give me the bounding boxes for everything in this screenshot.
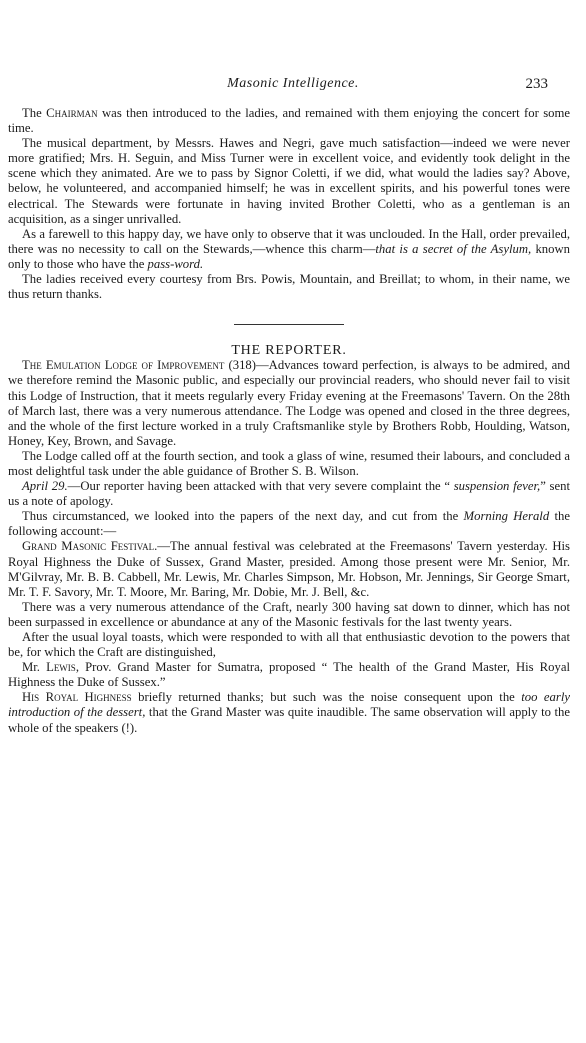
- paragraph-loyal-toasts: After the usual loyal toasts, which were responded to with all that enthusiastic devotion to the powers that be, for which the Craft are distinguished,: [8, 630, 570, 660]
- paragraph-ladies: The ladies received every courtesy from Brs. Powis, Mountain, and Breillat; to whom, in their name, we thus return thanks.: [8, 272, 570, 302]
- italic-run: Morning Herald: [463, 509, 550, 524]
- italic-run: that is a secret of the Asylum,: [375, 241, 532, 256]
- small-caps-run: Chairman: [46, 106, 98, 120]
- paragraph-attendance: There was a very numerous attendance of the Craft, nearly 300 having sat down to dinner, which has not been surpassed in excellence or abundance at any of the Masonic festivals for the last twenty years.: [8, 599, 570, 629]
- text-run: —The annual festival was celebrated at the Freemasons' Tavern yesterday. His Royal Highness the Duke of Sussex, Grand Master, presided. Among those present were Mr. Senior, Mr. M'Gilvray, Mr. B. B. Cabbell, Mr. Lewis, Mr. Charles Simpson, Mr. Hobson, Mr. Jennings, Sir George Smart, Mr. T. F. Savory, Mr. T. Moore, Mr. Baring, Mr. Dobie, Mr. J. Bell, &c.: [8, 539, 570, 599]
- italic-run: pass-word.: [147, 256, 204, 271]
- text-run: Mr.: [22, 660, 47, 675]
- small-caps-run: His Royal Highness: [22, 690, 132, 705]
- text-run: was then introduced to the ladies, and remained with them enjoying the concert for some time.: [8, 106, 570, 136]
- text-run: As a farewell to this happy day, we have only to observe that it was unclouded. In the Hall, order prevailed, there was no necessity to call on the Stewards,—whence this charm—: [8, 226, 570, 256]
- italic-run: too early introduction of the dessert,: [8, 690, 570, 720]
- paragraph-lodge-called-off: The Lodge called off at the fourth section, and took a glass of wine, resumed their labours, and concluded a most delightful task under the able guidance of Brother S. B. Wilson.: [8, 448, 570, 478]
- italic-run: April 29.: [22, 479, 68, 494]
- paragraph-grand-festival: [8, 539, 570, 599]
- paragraph-april: [8, 479, 570, 509]
- article-body: [8, 106, 570, 736]
- running-header: [0, 76, 586, 96]
- small-caps-run: Lewis: [46, 660, 76, 675]
- section-divider: [234, 324, 344, 325]
- text-run: known only to those who have the: [8, 241, 570, 271]
- paragraph-farewell: [8, 227, 570, 272]
- paragraph-musical: The musical department, by Messrs. Hawes and Negri, gave much satisfaction—indeed we were never more gratified; Mrs. H. Seguin, and Miss Turner were in excellent voice, and evidently took delight in the scene which they animated. Are we to pass by Signor Coletti, if we did, what would the ladies say? Above, below, he volunteered, and accompanied himself; he was in excellent spirits, and his powerful tones were electrical. The Stewards were fortunate in having invited Brother Coletti, who as a gentleman is an acquisition, as a singer unrivalled.: [8, 136, 570, 226]
- text-run: Thus circumstanced, we looked into the papers of the next day, and cut from the: [22, 509, 464, 524]
- page-number: 233: [525, 76, 548, 92]
- small-caps-run: The Emulation Lodge of Improvement: [22, 358, 225, 373]
- section-title: THE REPORTER.: [231, 343, 347, 359]
- paragraph-royal-highness: [8, 690, 570, 735]
- paragraph-chairman: [8, 106, 570, 136]
- text-run: The: [22, 106, 47, 120]
- text-run: that the Grand Master was quite inaudible. The same observation will apply to the whole of the speakers (!).: [8, 705, 571, 735]
- paragraph-emulation-lodge: [8, 358, 570, 449]
- text-run: (318)—Advances toward perfection, is always to be admired, and we therefore remind the Masonic public, and especially our provincial readers, who should never fail to visit this Lodge of Instruction, that it meets regularly every Friday evening at the Freemasons' Tavern. On the 28th of March last, there was a very numerous attendance. The Lodge was opened and closed in the three degrees, and the whole of the first lecture worked in a truly Craftsmanlike style by Brothers Robb, Houlding, Watson, Honey, Key, Brown, and Savage.: [8, 358, 570, 448]
- text-run: , Prov. Grand Master for Sumatra, proposed “ The health of the Grand Master, His Royal Highness the Duke of Sussex.”: [8, 660, 570, 690]
- paragraph-lewis-toast: [8, 660, 570, 690]
- running-title: Masonic Intelligence.: [227, 76, 359, 91]
- paragraph-circumstanced: [8, 509, 570, 539]
- text-run: ” sent us a note of apology.: [8, 479, 570, 509]
- text-run: the following account:—: [8, 509, 570, 539]
- italic-run: suspension fever,: [453, 479, 541, 494]
- text-run: —Our reporter having been attacked with that very severe complaint the “: [67, 479, 454, 494]
- small-caps-run: Grand Masonic Festival.: [22, 539, 158, 554]
- text-run: briefly returned thanks; but such was the noise consequent upon the: [131, 690, 522, 705]
